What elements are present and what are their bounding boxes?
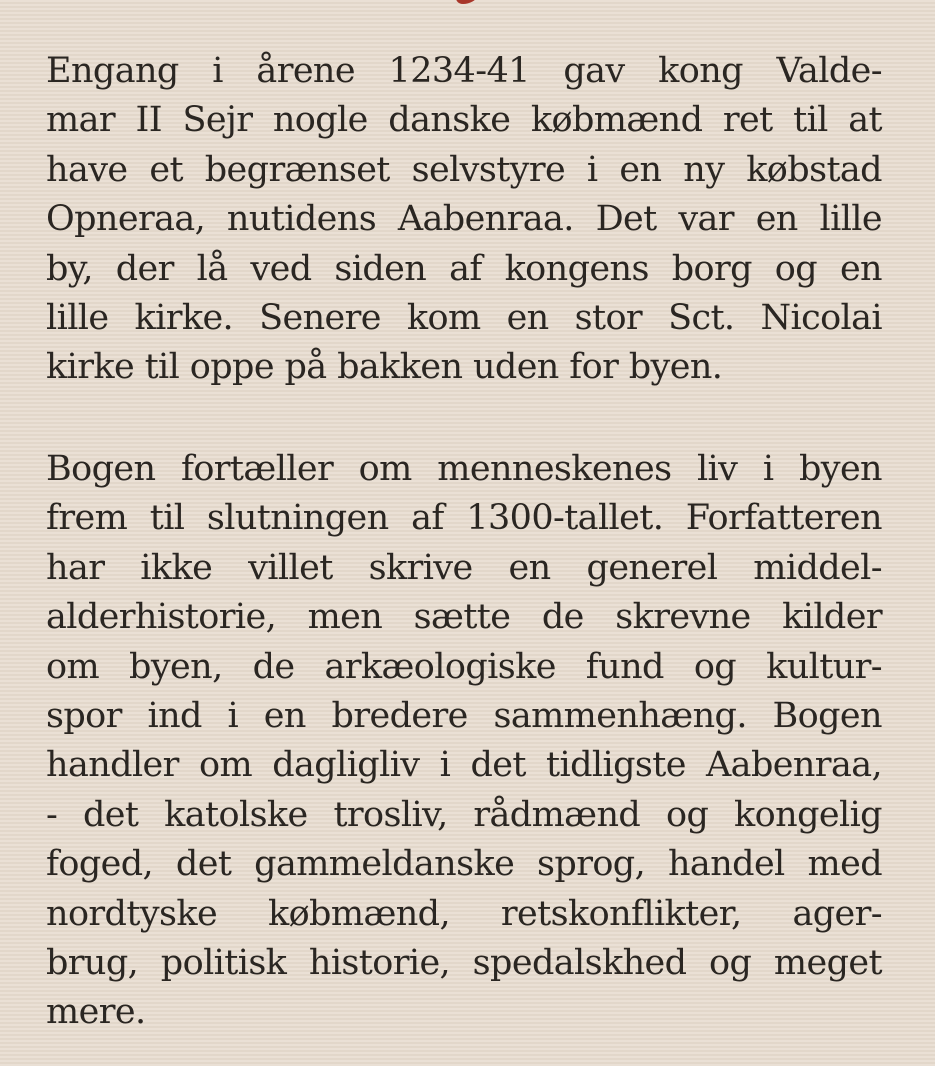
text-line: Opneraa, nutidens Aabenraa. Det var en lille [46, 199, 882, 240]
red-title-fragment [453, 0, 479, 4]
text-line: kirke til oppe på bakken uden for byen. [46, 347, 723, 388]
text-line: foged, det gammeldanske sprog, handel med [46, 844, 882, 885]
text-line: have et begrænset selvstyre i en ny købstad [46, 149, 882, 190]
paragraph-intro [46, 47, 882, 393]
text-line: spor ind i en bredere sammenhæng. Bogen [46, 695, 882, 736]
text-line: nordtyske købmænd, retskonflikter, ager- [46, 893, 882, 934]
text-line: om byen, de arkæologiske fund og kultur- [46, 646, 882, 687]
paragraph-description [46, 445, 882, 1038]
text-line: alderhistorie, men sætte de skrevne kilder [46, 597, 882, 638]
text-line: lille kirke. Senere kom en stor Sct. Nicolai [46, 297, 882, 338]
text-line: mere. [46, 992, 146, 1033]
text-line: by, der lå ved siden af kongens borg og en [46, 248, 882, 289]
text-line: brug, politisk historie, spedalskhed og meget [46, 942, 882, 983]
text-line: mar II Sejr nogle danske købmænd ret til at [46, 100, 882, 141]
text-line: har ikke villet skrive en generel middel- [46, 547, 882, 588]
text-line: handler om dagligliv i det tidligste Aabenraa, [46, 745, 882, 786]
text-line: - det katolske trosliv, rådmænd og kongelig [46, 794, 882, 835]
text-line: frem til slutningen af 1300-tallet. Forfatteren [46, 498, 882, 539]
text-line: Engang i årene 1234-41 gav kong Valde- [46, 51, 882, 91]
text-line: Bogen fortæller om menneskenes liv i byen [46, 449, 882, 489]
